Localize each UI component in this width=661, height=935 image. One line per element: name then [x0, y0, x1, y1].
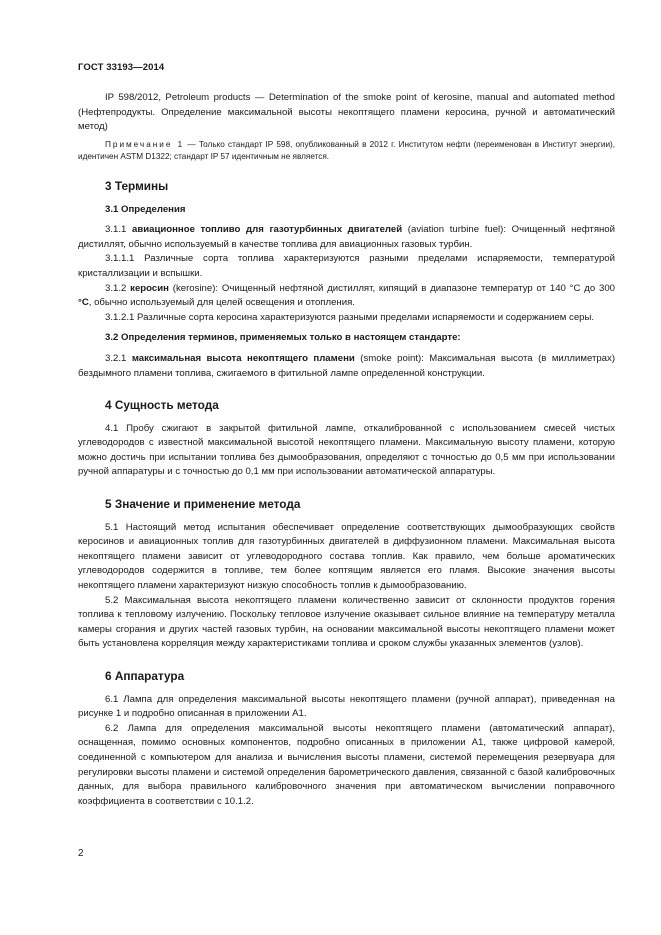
- note-1: [78, 139, 615, 164]
- section-6-title: 6 Аппаратура: [105, 669, 185, 683]
- term-3-2-1: 3.2.1 максимальная высота некоптящего пламени (smoke point): Максимальная высота (в миллиметрах) бездымного пламени топлива, сжигаемого в фитильной лампе определенной конструкции.: [78, 352, 616, 379]
- page-content: [78, 91, 615, 809]
- paragraph-5-1: 5.1 Настоящий метод испытания обеспечивает определение соответствующих дымообразующих свойств керосинов и авиационных топлив для газотурбинных двигателей в диффузионном пламени. Максимальная высота некоптящего пламени зависит от углеводородного состава топлив. Как правило, чем больше ароматических углеводородов содержится в топливе, тем более коптящим является его пламя. Высокие значения высоты некоптящего пламени характеризуют низкую способность топлив к дымообразованию.: [78, 521, 615, 592]
- note-label: Примечание 1: [105, 139, 185, 149]
- term-3-1-2: 3.1.2 керосин (kerosine): Очищенный нефтяной дистиллят, кипящий в диапазоне температур от 140 °С до 300 °С, обычно используемый для целей освещения и отопления.: [78, 282, 616, 309]
- reference-ip598: IP 598/2012, Petroleum products — Determination of the smoke point of kerosine, manual and automated method (Нефтепродукты. Определение максимальной высоты некоптящего пламени керосина, ручной и автоматический метод): [78, 92, 615, 133]
- note-text: — Только стандарт IP 598, опубликованный в 2012 г. Институтом нефти (переименован в Институт энергии), идентичен ASTM D1322; стандарт IP 57 идентичным не является.: [78, 139, 616, 162]
- subsection-3-2-title: 3.2 Определения терминов, применяемых только в настоящем стандарте:: [105, 332, 461, 344]
- term-3-1-1: 3.1.1 авиационное топливо для газотурбинных двигателей (aviation turbine fuel): Очищенный нефтяной дистиллят, обычно используемый в качестве топлива для авиационных газовых турбин.: [78, 224, 616, 250]
- subsection-3-1-title: 3.1 Определения: [105, 203, 186, 215]
- term-3-1-1-1: 3.1.1.1 Различные сорта топлива характеризуются разными пределами испаряемости, температурой кристаллизации и вспышки.: [78, 253, 615, 279]
- paragraph-5-2: 5.2 Максимальная высота некоптящего пламени количественно зависит от склонности продуктов горения топлива к тепловому излучению. Поскольку тепловое излучение оказывает сильное влияние на температуру металла камеры сгорания и других частей газовых турбин, на основании максимальной высоты некоптящего пламени может быть установлена корреляция между характеристиками топлива и сроком службы указанных элементов (узлов).: [78, 594, 615, 650]
- term-3-1-2-1: 3.1.2.1 Различные сорта керосина характеризуются разными пределами испаряемости и содержанием серы.: [105, 311, 595, 323]
- paragraph-6-1: 6.1 Лампа для определения максимальной высоты некоптящего пламени (ручной аппарат), приведенная на рисунке 1 и подробно описанная в приложении А1.: [78, 693, 615, 720]
- page-number: 2: [78, 848, 84, 859]
- paragraph-6-2: 6.2 Лампа для определения максимальной высоты некоптящего пламени (автоматический аппарат), оснащенная, помимо основных компонентов, подробно описанных в приложении А1, также цифровой камерой, соединенной с компьютером для анализа и вычисления высоты пламени, системой перемещения резервуара для регулировки высоты пламени и системой определения барометрического давления, связанной с базой калибровочных данных, для выбора правильного калибровочного значения при автоматическом вычислении поправочного коэффициента в соответствии с 10.1.2.: [78, 722, 615, 807]
- section-4-title: 4 Сущность метода: [105, 398, 219, 413]
- section-3-title: 3 Термины: [105, 178, 169, 193]
- page-header: ГОСТ 33193—2014: [78, 62, 165, 73]
- paragraph-4-1: 4.1 Пробу сжигают в закрытой фитильной лампе, откалиброванной с использованием смесей чистых углеводородов с известной максимальной высотой некоптящего пламени. Максимальную высоту пламени, которую можно достичь при испытании топлива без дымообразования, определяют с точностью до 0,5 мм при использовании ручной аппаратуры и с точностью до 0,1 мм при использовании автоматической аппаратуры.: [78, 422, 615, 478]
- section-5-title: 5 Значение и применение метода: [105, 497, 301, 512]
